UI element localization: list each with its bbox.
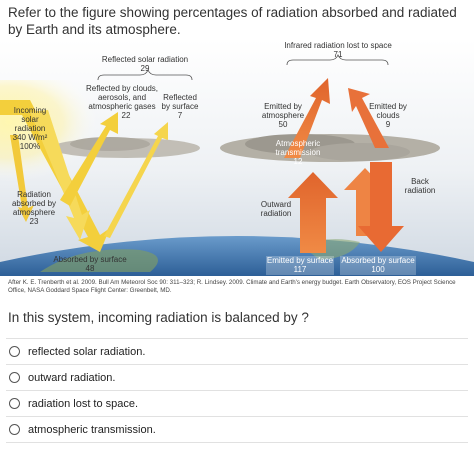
ir-lost-value: 71 bbox=[333, 50, 343, 59]
reflected-surface-line2: by surface bbox=[161, 102, 199, 111]
reflected-clouds-line3: atmospheric gases bbox=[88, 102, 156, 111]
reflected-solar-title: Reflected solar radiation bbox=[101, 55, 189, 64]
incoming-line2: solar bbox=[21, 115, 39, 124]
absorbed-surface2-label: Absorbed by surface bbox=[341, 256, 415, 265]
absorbed-surface2-value: 100 bbox=[371, 265, 385, 274]
divider bbox=[6, 442, 468, 443]
rad-absorbed-value: 23 bbox=[29, 217, 39, 226]
ir-lost-title: Infrared radiation lost to space bbox=[284, 41, 392, 50]
emitted-clouds-value: 9 bbox=[385, 120, 391, 129]
option-label: reflected solar radiation. bbox=[28, 345, 146, 358]
option-label: radiation lost to space. bbox=[28, 397, 139, 410]
option-radiation-lost[interactable] bbox=[0, 391, 474, 416]
option-reflected-solar[interactable] bbox=[0, 339, 474, 364]
absorbed-surface-label: Absorbed by surface bbox=[53, 255, 127, 264]
atm-trans-line2: transmission bbox=[275, 148, 321, 157]
emitted-atm-line2: atmosphere bbox=[261, 111, 305, 120]
answer-options bbox=[0, 338, 474, 443]
absorbed-surface-value: 48 bbox=[85, 264, 95, 273]
incoming-line4: 340 W/m² bbox=[12, 133, 48, 142]
rad-absorbed-line2: absorbed by bbox=[11, 199, 57, 208]
incoming-line3: radiation bbox=[14, 124, 46, 133]
emitted-surface-value: 117 bbox=[293, 265, 307, 274]
reflected-clouds-value: 22 bbox=[121, 111, 131, 120]
energy-budget-diagram bbox=[0, 40, 474, 276]
radio-button[interactable] bbox=[9, 346, 20, 357]
incoming-line5: 100% bbox=[19, 142, 41, 151]
radio-button[interactable] bbox=[9, 424, 20, 435]
figure-caption: After K. E. Trenberth et al. 2009. Bull Am Meteorol Soc 90: 311–323; R. Lindsey. 2009. Climate and Earth's energy budget. Earth Observatory, EOS Project Science Office, NASA Goddard Space Flight Center: Greenbelt, MD. bbox=[8, 279, 456, 294]
option-label: atmospheric transmission. bbox=[28, 423, 156, 436]
radio-button[interactable] bbox=[9, 372, 20, 383]
reflected-solar-value: 29 bbox=[140, 64, 150, 73]
question-prompt: Refer to the figure showing percentages of radiation absorbed and radiated by Earth and its atmosphere. bbox=[8, 5, 457, 37]
cloud-right bbox=[220, 134, 440, 162]
reflected-clouds-line1: Reflected by clouds, bbox=[85, 84, 159, 93]
rad-absorbed-line1: Radiation bbox=[17, 190, 51, 199]
back-rad-line1: Back bbox=[411, 177, 429, 186]
incoming-line1: Incoming bbox=[13, 106, 47, 115]
emitted-atm-value: 50 bbox=[278, 120, 288, 129]
outward-line2: radiation bbox=[260, 209, 292, 218]
emitted-surface-label: Emitted by surface bbox=[266, 256, 334, 265]
emitted-atm-line1: Emitted by bbox=[264, 102, 302, 111]
atm-trans-value: 12 bbox=[293, 157, 303, 166]
question-text: In this system, incoming radiation is balanced by ? bbox=[8, 310, 309, 325]
radio-button[interactable] bbox=[9, 398, 20, 409]
atm-trans-line1: Atmospheric bbox=[275, 139, 321, 148]
option-outward-radiation[interactable] bbox=[0, 365, 474, 390]
outward-line1: Outward bbox=[260, 200, 292, 209]
energy-budget-figure bbox=[0, 40, 474, 276]
option-atmospheric-transmission[interactable] bbox=[0, 417, 474, 442]
reflected-surface-value: 7 bbox=[177, 111, 183, 120]
emitted-clouds-line1: Emitted by bbox=[369, 102, 407, 111]
rad-absorbed-line3: atmosphere bbox=[12, 208, 56, 217]
reflected-clouds-line2: aerosols, and bbox=[97, 93, 147, 102]
reflected-surface-line1: Reflected bbox=[163, 93, 197, 102]
back-rad-line2: radiation bbox=[404, 186, 436, 195]
option-label: outward radiation. bbox=[28, 371, 116, 384]
emitted-clouds-line2: clouds bbox=[376, 111, 400, 120]
